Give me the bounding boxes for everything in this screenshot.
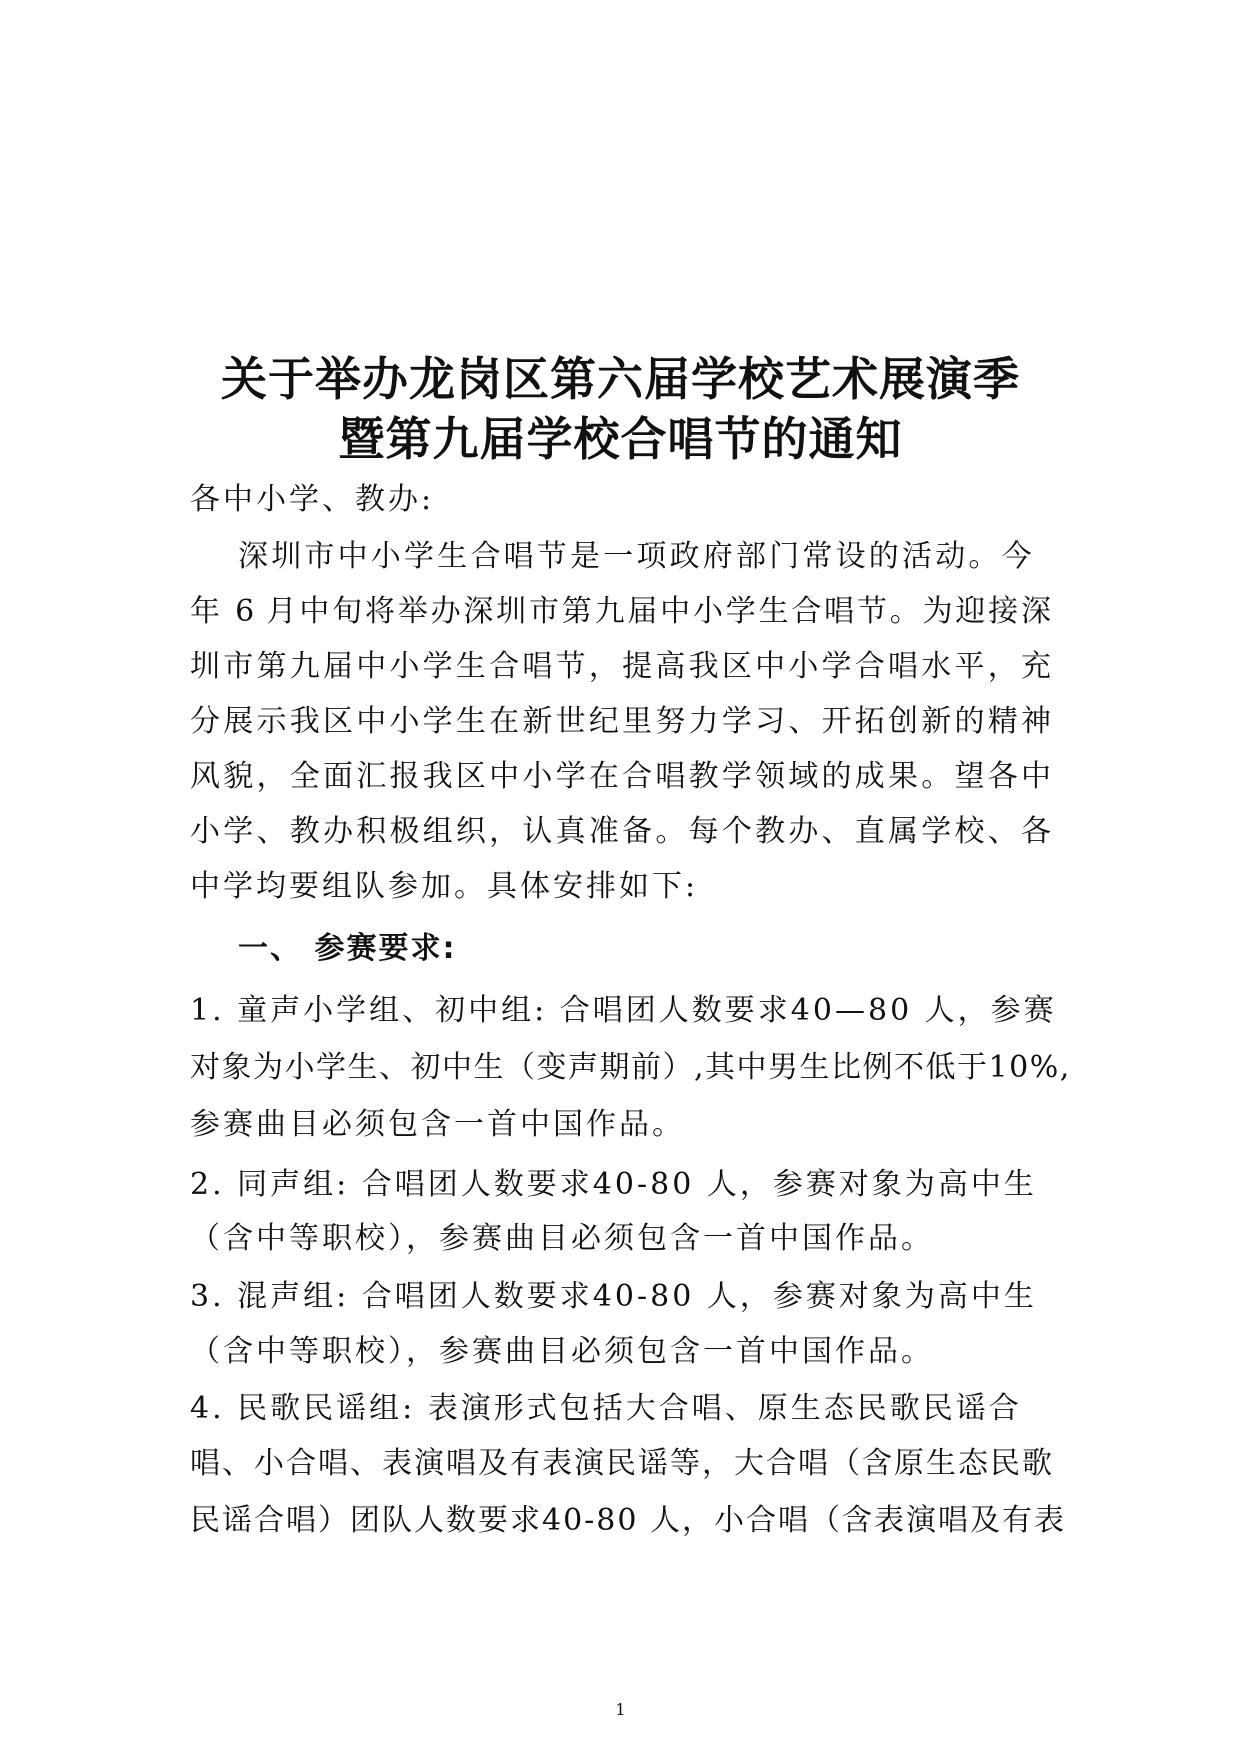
requirement-line: 2. 同声组: 合唱团人数要求40-80 人，参赛对象为高中生 [190, 1167, 1037, 1202]
intro-paragraph-line: 中学均要组队参加。具体安排如下: [190, 869, 699, 904]
document-title-line-2: 暨第九届学校合唱节的通知 [338, 412, 903, 466]
salutation: 各中小学、教办: [190, 482, 435, 517]
intro-paragraph-line: 深圳市中小学生合唱节是一项政府部门常设的活动。今 [238, 539, 1035, 574]
requirement-line: 1. 童声小学组、初中组: 合唱团人数要求40—80 人，参赛 [190, 993, 1057, 1028]
intro-paragraph-line: 分展示我区中小学生在新世纪里努力学习、开拓创新的精神 [190, 704, 1051, 739]
requirement-line: 3. 混声组: 合唱团人数要求40-80 人，参赛对象为高中生 [190, 1279, 1037, 1314]
requirement-line: 参赛曲目必须包含一首中国作品。 [190, 1107, 685, 1142]
requirement-line: 唱、小合唱、表演唱及有表演民谣等，大合唱（含原生态民歌 [190, 1446, 1054, 1481]
intro-paragraph-line: 圳市第九届中小学生合唱节，提高我区中小学合唱水平，充 [190, 649, 1051, 684]
requirement-line: （含中等职校），参赛曲目必须包含一首中国作品。 [190, 1334, 934, 1369]
intro-paragraph-line: 年 6 月中旬将举办深圳市第九届中小学生合唱节。为迎接深 [190, 594, 1051, 629]
intro-paragraph-line: 风貌，全面汇报我区中小学在合唱教学领域的成果。望各中 [190, 759, 1051, 794]
page-number: 1 [615, 1700, 626, 1719]
requirement-line: 对象为小学生、初中生（变声期前）,其中男生比例不低于10%, [190, 1050, 1071, 1085]
requirement-line: 4. 民歌民谣组: 表演形式包括大合唱、原生态民歌民谣合 [190, 1391, 1022, 1426]
requirement-line: （含中等职校），参赛曲目必须包含一首中国作品。 [190, 1221, 934, 1256]
document-title-line-1: 关于举办龙岗区第六届学校艺术展演季 [221, 352, 1020, 406]
section-heading: 一、 参赛要求: [238, 931, 457, 966]
intro-paragraph-line: 小学、教办积极组织，认真准备。每个教办、直属学校、各 [190, 814, 1051, 849]
requirement-line: 民谣合唱）团队人数要求40-80 人，小合唱（含表演唱及有表 [190, 1503, 1067, 1538]
